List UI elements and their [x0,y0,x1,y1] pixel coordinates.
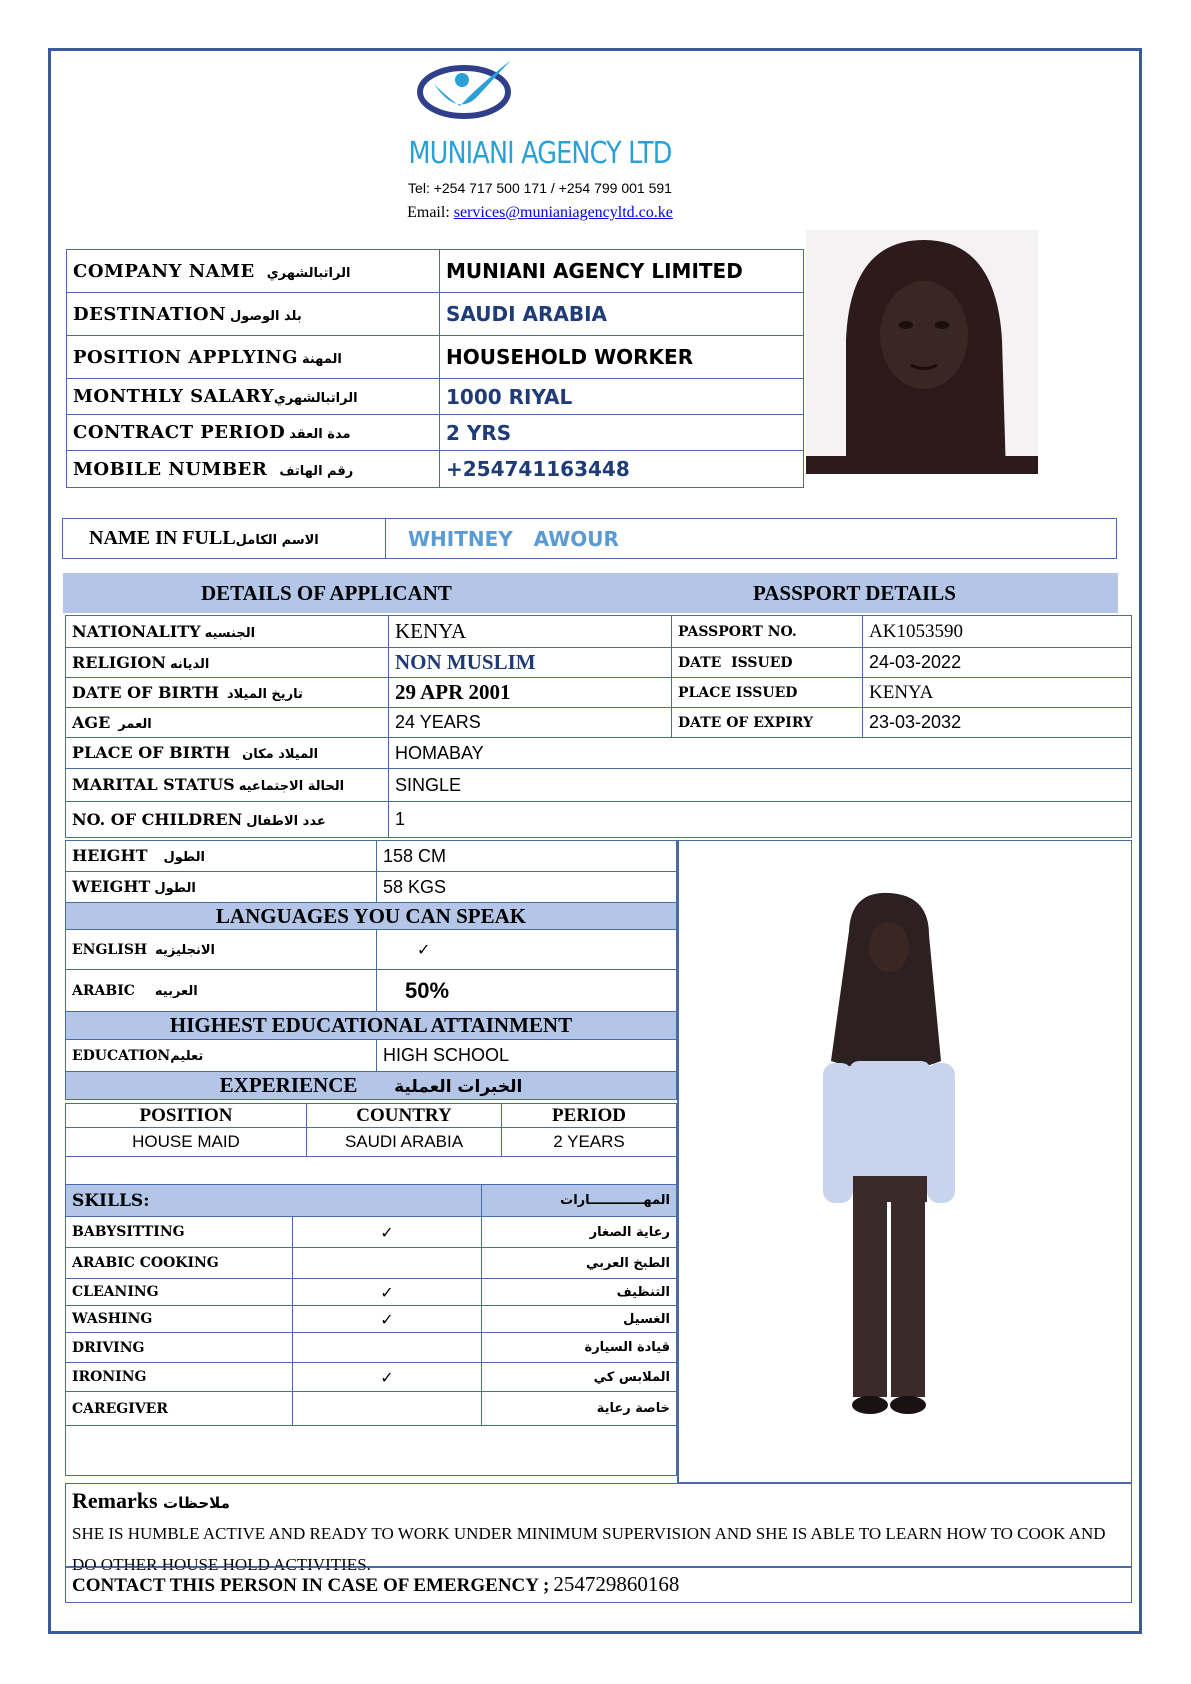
religion-label: RELIGION الديانه [66,648,389,678]
salary-label: MONTHLY SALARYالراتبالشهري [67,379,440,415]
marital-label: MARITAL STATUS الحالة الاجتماعيه [66,769,389,802]
passport-no-label: PASSPORT NO. [672,616,863,648]
pob-value: HOMABAY [389,738,1132,769]
skill-ar-label: الطبخ العربي [482,1248,677,1279]
dob-value: 29 APR 2001 [389,678,672,708]
skill-check [293,1333,482,1363]
agency-logo [416,58,516,120]
mobile-value: +254741163448 [440,451,804,488]
weight-value: 58 KGS [377,872,677,903]
exp-country-value: SAUDI ARABIA [307,1128,502,1157]
dob-label: DATE OF BIRTH تاريخ الميلاد [66,678,389,708]
company-name-value: MUNIANI AGENCY LIMITED [440,250,804,293]
skill-check: ✓ [293,1217,482,1248]
applicant-section-title: DETAILS OF APPLICANT [201,581,452,605]
arabic-label: ARABIC العربيه [66,970,377,1012]
skill-label: DRIVING [66,1333,293,1363]
skills-empty-row [66,1426,677,1476]
arabic-value: 50% [377,970,677,1012]
english-check: ✓ [377,930,677,970]
date-expiry-label: DATE OF EXPIRY [672,708,863,738]
nationality-value: KENYA [389,616,672,648]
full-body-photo [791,891,981,1431]
weight-label: WEIGHT الطول [66,872,377,903]
agency-phone: Tel: +254 717 500 171 / +254 799 001 591 [408,180,672,196]
experience-table [65,1103,677,1185]
skill-ar-label: خاصة رعاية [482,1392,677,1426]
skill-row [66,1392,677,1426]
date-issued-value: 24-03-2022 [863,648,1132,678]
date-expiry-value: 23-03-2032 [863,708,1132,738]
passport-no-value: AK1053590 [863,616,1132,648]
full-name-value: WHITNEY AWOUR [386,519,1117,559]
emergency-label: CONTACT THIS PERSON IN CASE OF EMERGENCY ; [72,1575,550,1596]
children-label: NO. OF CHILDREN عدد الاطفال [66,802,389,838]
exp-header-position: POSITION [66,1104,307,1128]
agency-email-line [300,204,780,222]
skill-label: CAREGIVER [66,1392,293,1426]
skill-row [66,1217,677,1248]
exp-header-country: COUNTRY [307,1104,502,1128]
skill-ar-label: الملابس كي [482,1363,677,1392]
height-value: 158 CM [377,841,677,872]
company-name-label: COMPANY NAME الراتبالشهري [67,250,440,293]
exp-empty-row [66,1157,677,1185]
pob-label: PLACE OF BIRTH الميلاد مكان [66,738,389,769]
education-value: HIGH SCHOOL [377,1040,677,1072]
salary-value: 1000 RIYAL [440,379,804,415]
place-issued-label: PLACE ISSUED [672,678,863,708]
skill-label: CLEANING [66,1279,293,1306]
exp-period-value: 2 YEARS [502,1128,677,1157]
position-label: POSITION APPLYING المهنة [67,336,440,379]
skill-row [66,1279,677,1306]
destination-value: SAUDI ARABIA [440,293,804,336]
lower-details-table [65,840,677,1100]
place-issued-value: KENYA [863,678,1132,708]
skill-ar-label: التنظيف [482,1279,677,1306]
skill-row [66,1333,677,1363]
skill-check: ✓ [293,1279,482,1306]
full-body-photo-frame [677,840,1132,1483]
education-title: HIGHEST EDUCATIONAL ATTAINMENT [66,1012,677,1040]
languages-title: LANGUAGES YOU CAN SPEAK [66,903,677,930]
email-label: Email: [407,204,454,221]
skill-check [293,1392,482,1426]
skill-ar-label: قيادة السيارة [482,1333,677,1363]
nationality-label: NATIONALITY الجنسيه [66,616,389,648]
skill-label: BABYSITTING [66,1217,293,1248]
remarks-box [65,1483,1132,1574]
email-link[interactable]: services@munianiagencyltd.co.ke [453,204,673,221]
full-name-label: NAME IN FULLالاسم الكامل [63,519,386,559]
age-label: AGE العمر [66,708,389,738]
age-value: 24 YEARS [389,708,672,738]
marital-value: SINGLE [389,769,1132,802]
religion-value: NON MUSLIM [389,648,672,678]
skill-row [66,1363,677,1392]
skill-row [66,1306,677,1333]
exp-header-period: PERIOD [502,1104,677,1128]
contract-label: CONTRACT PERIOD مدة العقد [67,415,440,451]
skill-label: ARABIC COOKING [66,1248,293,1279]
skill-check: ✓ [293,1363,482,1392]
skill-check: ✓ [293,1306,482,1333]
skill-label: WASHING [66,1306,293,1333]
skill-label: IRONING [66,1363,293,1392]
education-label: EDUCATIONتعليم [66,1040,377,1072]
job-details-table [66,249,804,488]
agency-name: MUNIANI AGENCY LTD [408,136,672,171]
contract-value: 2 YRS [440,415,804,451]
date-issued-label: DATE ISSUED [672,648,863,678]
mobile-label: MOBILE NUMBER رقم الهاتف [67,451,440,488]
destination-label: DESTINATION بلد الوصول [67,293,440,336]
full-name-table [62,518,1117,559]
children-value: 1 [389,802,1132,838]
skills-table [65,1184,677,1476]
position-value: HOUSEHOLD WORKER [440,336,804,379]
emergency-contact [65,1567,1132,1603]
skill-row [66,1248,677,1279]
skills-title: SKILLS: [66,1185,482,1217]
passport-section-title: PASSPORT DETAILS [753,581,956,605]
english-label: ENGLISH الانجليزيه [66,930,377,970]
skill-check [293,1248,482,1279]
portrait-photo [806,230,1038,474]
height-label: HEIGHT الطول [66,841,377,872]
skill-ar-label: الغسيل [482,1306,677,1333]
skill-ar-label: رعاية الصغار [482,1217,677,1248]
remarks-text: SHE IS HUMBLE ACTIVE AND READY TO WORK UNDER MINIMUM SUPERVISION AND SHE IS ABLE TO LEARN HOW TO COOK AND DO OTHER HOUSE HOLD ACTIVITIES. [72,1524,1106,1574]
experience-title: EXPERIENCE الخبرات العملية [66,1072,677,1100]
skills-ar-title: المهــــــــــــارات [482,1185,677,1217]
exp-position-value: HOUSE MAID [66,1128,307,1157]
remarks-title: Remarks ملاحظات [72,1488,230,1513]
section-header-bar [63,573,1118,613]
applicant-details-table [65,615,1132,838]
emergency-value: 254729860168 [553,1572,680,1596]
